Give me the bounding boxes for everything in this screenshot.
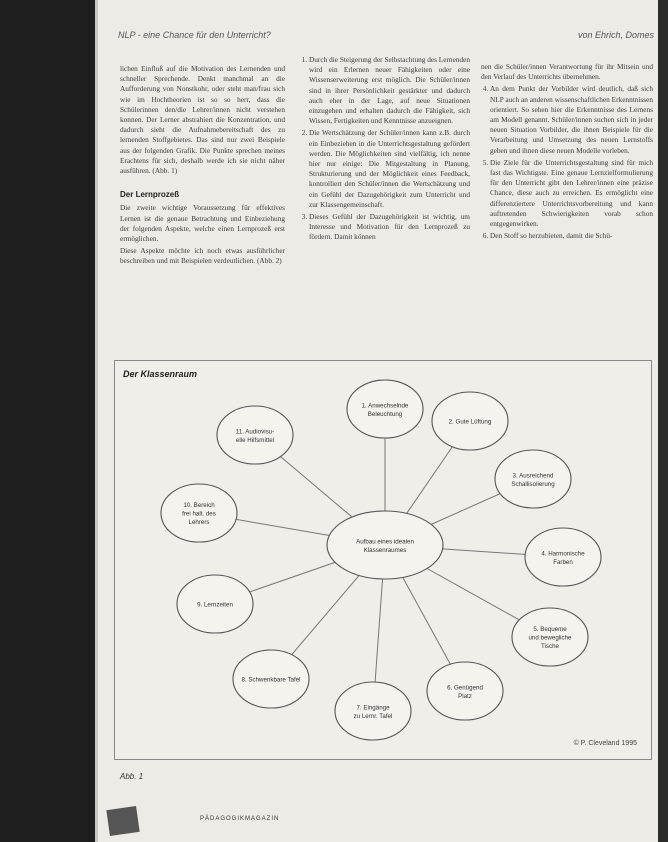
running-header-left: NLP - eine Chance für den Unterricht? <box>118 30 271 40</box>
diagram-node <box>432 392 508 450</box>
mindmap-svg <box>115 361 651 759</box>
diagram-node <box>161 484 237 542</box>
node-label: Platz <box>458 692 472 700</box>
classroom-diagram <box>114 360 652 760</box>
node-label: und bewegliche <box>528 634 572 642</box>
list-item: 4. An dem Punkt der Vorbilder wird deutlich, daß sich NLP auch an anderen wissenschaftlichen Erkenntnissen orientiert. So sehen hier die Erkenntnisse des Lernens am Modell genannt. Schüler/innen suchen sich in jeder neuen Situation Vorbilder, die ihnen Beispiele für die Verarbeitung und Umsetzung des neuen Lernstoffs geben und ihnen diese neuen Modelle vorleben. <box>490 84 653 155</box>
node-label: Tische <box>541 643 559 650</box>
node-label: 9. Lernzeiten <box>197 601 233 609</box>
diagram-node <box>512 608 588 666</box>
node-label: frei halt. des <box>182 510 216 518</box>
node-label: Lehrers <box>188 519 210 526</box>
paragraph: Diese Aspekte möchte ich noch etwas ausführlicher beschreiben und mit Beispielen verdeutlichen. (Abb. 2) <box>120 246 285 266</box>
list-item: 1. Durch die Steigerung der Selbstachtung des Lernenden wird ein Erlernen neuer Fähigkeiten oder eine Wissenserweiterung erst möglich. Die Schüler/innen sind in ihrer Persönlichkeit gestärkter und dadurch auch eher in der Lage, auf neue Situationen einzugehen und erhalten dadurch die Fähigkeit, sich Wissen, Fertigkeiten und Kenntnisse anzueignen. <box>309 55 470 126</box>
list-item: 5. Die Ziele für die Unterrichtsgestaltung sind für mich fast das Wichtigste. Eine genaue Lernzielformulierung für den Unterricht gibt den Lehrer/innen eine präzise Chance, diese auch zu erreichen. Es ermöglicht eine differenziertere Unterrichtsvorbereitung und kann auftretenden Schwierigkeiten vorab schon entgegenwirken. <box>490 158 653 229</box>
node-label: 3. Ausreichend <box>512 472 554 480</box>
list-item: 3. Dieses Gefühl der Dazugehörigkeit ist wichtig, um Interesse und Motivation für den Lernprozeß zu fördern. Damit können <box>309 212 470 243</box>
page-footer: PÄDAGOGIKMAGAZIN <box>200 816 280 822</box>
text-column-3 <box>481 62 653 243</box>
text-column-2 <box>300 55 470 245</box>
diagram-node <box>347 380 423 438</box>
node-label: 8. Schwenkbare Tafel <box>241 676 301 684</box>
section-heading: Der Lernprozeß <box>120 190 180 200</box>
diagram-node <box>525 528 601 586</box>
text-column-1 <box>120 64 285 269</box>
paragraph: lichen Einfluß auf die Motivation des Lernenden und schneller Sprechende. Denkt manchmal an die Aufforderung von Nonstkohr, oder steht man/frau sich wie im Hochtheorien ist so so herr, dass die Schülerinnen den/die Lehrer/innen nicht verstehen konnen. Der Lerner abstrahiert die Konzentration, und dadurch sieht die Aufnahmebereitschaft des zu lernenden Stoffgebietes. Das sind nur zwei Beispiele aus der folgenden Grafik. Die Punkte sprechen meines Erachtens für sich, deshalb werde ich sie nicht näher ausführen. (Abb. 1) <box>120 64 285 176</box>
figure-title: Der Klassenraum <box>123 369 198 379</box>
diagram-node <box>427 662 503 720</box>
diagram-node <box>233 650 309 708</box>
figure-caption: Abb. 1 <box>120 772 144 781</box>
node-label: Farben <box>553 558 573 566</box>
paragraph: Die zweite wichtige Voraussetzung für effektives Lernen ist die genaue Betrachtung und Einbeziehung der folgenden Aspekte, welche einen Lernprozeß erst ermöglichen. <box>120 203 285 244</box>
page-edge <box>658 0 668 842</box>
node-label: zu Lernr. Tafel <box>353 712 393 720</box>
diagram-center-node <box>327 511 443 579</box>
diagram-node <box>495 450 571 508</box>
node-label: 4. Harmonische <box>541 550 585 558</box>
list-item: 6. Den Stoff so herzubieten, damit die Schü- <box>490 231 653 241</box>
diagram-node <box>177 575 253 633</box>
node-label: 11. Audiovisu- <box>235 428 275 436</box>
node-label: elle Hilfsmittel <box>235 436 275 444</box>
diagram-node <box>217 406 293 464</box>
node-label: 10. Bereich <box>183 502 215 509</box>
node-label: 6. Genügend <box>447 684 483 692</box>
node-label: 2. Gute Lüftung <box>448 418 492 426</box>
node-label: 7. Eingänge <box>356 704 390 712</box>
node-label: Aufbau eines idealen <box>356 538 414 546</box>
diagram-node <box>335 682 411 740</box>
node-label: Klassenraumes <box>363 546 407 554</box>
publisher-logo <box>106 806 139 836</box>
running-header-right: von Ehrich, Domes <box>577 30 654 40</box>
node-label: Schallisolierung <box>511 480 555 488</box>
paragraph: nen die Schüler/innen Verantwortung für ihr Mitsein und den Verlauf des Unterrichts übernehmen. <box>481 62 653 82</box>
node-label: Beleuchtung <box>367 410 403 418</box>
figure-credit: © P. Cleveland 1995 <box>573 740 637 747</box>
node-label: 1. Anwechselnde <box>361 402 409 410</box>
list-item: 2. Die Wertschätzung der Schüler/innen kann z.B. durch ein Einbeziehen in die Unterrichtsgestaltung gefördert werden. Die Möglichkeiten sind vielfältig, ich nenne hier nur einige: Die Mitgestaltung in Planung, Strukturierung und der Möglichkeit eines Feedback, kontrolliert den Schüler/innen die Wertschätzung und ein Gefühl der Dazugehörigkeit zum Unterricht und zur Klassengemeinschaft. <box>309 128 470 210</box>
node-label: 5. Bequeme <box>533 626 567 633</box>
